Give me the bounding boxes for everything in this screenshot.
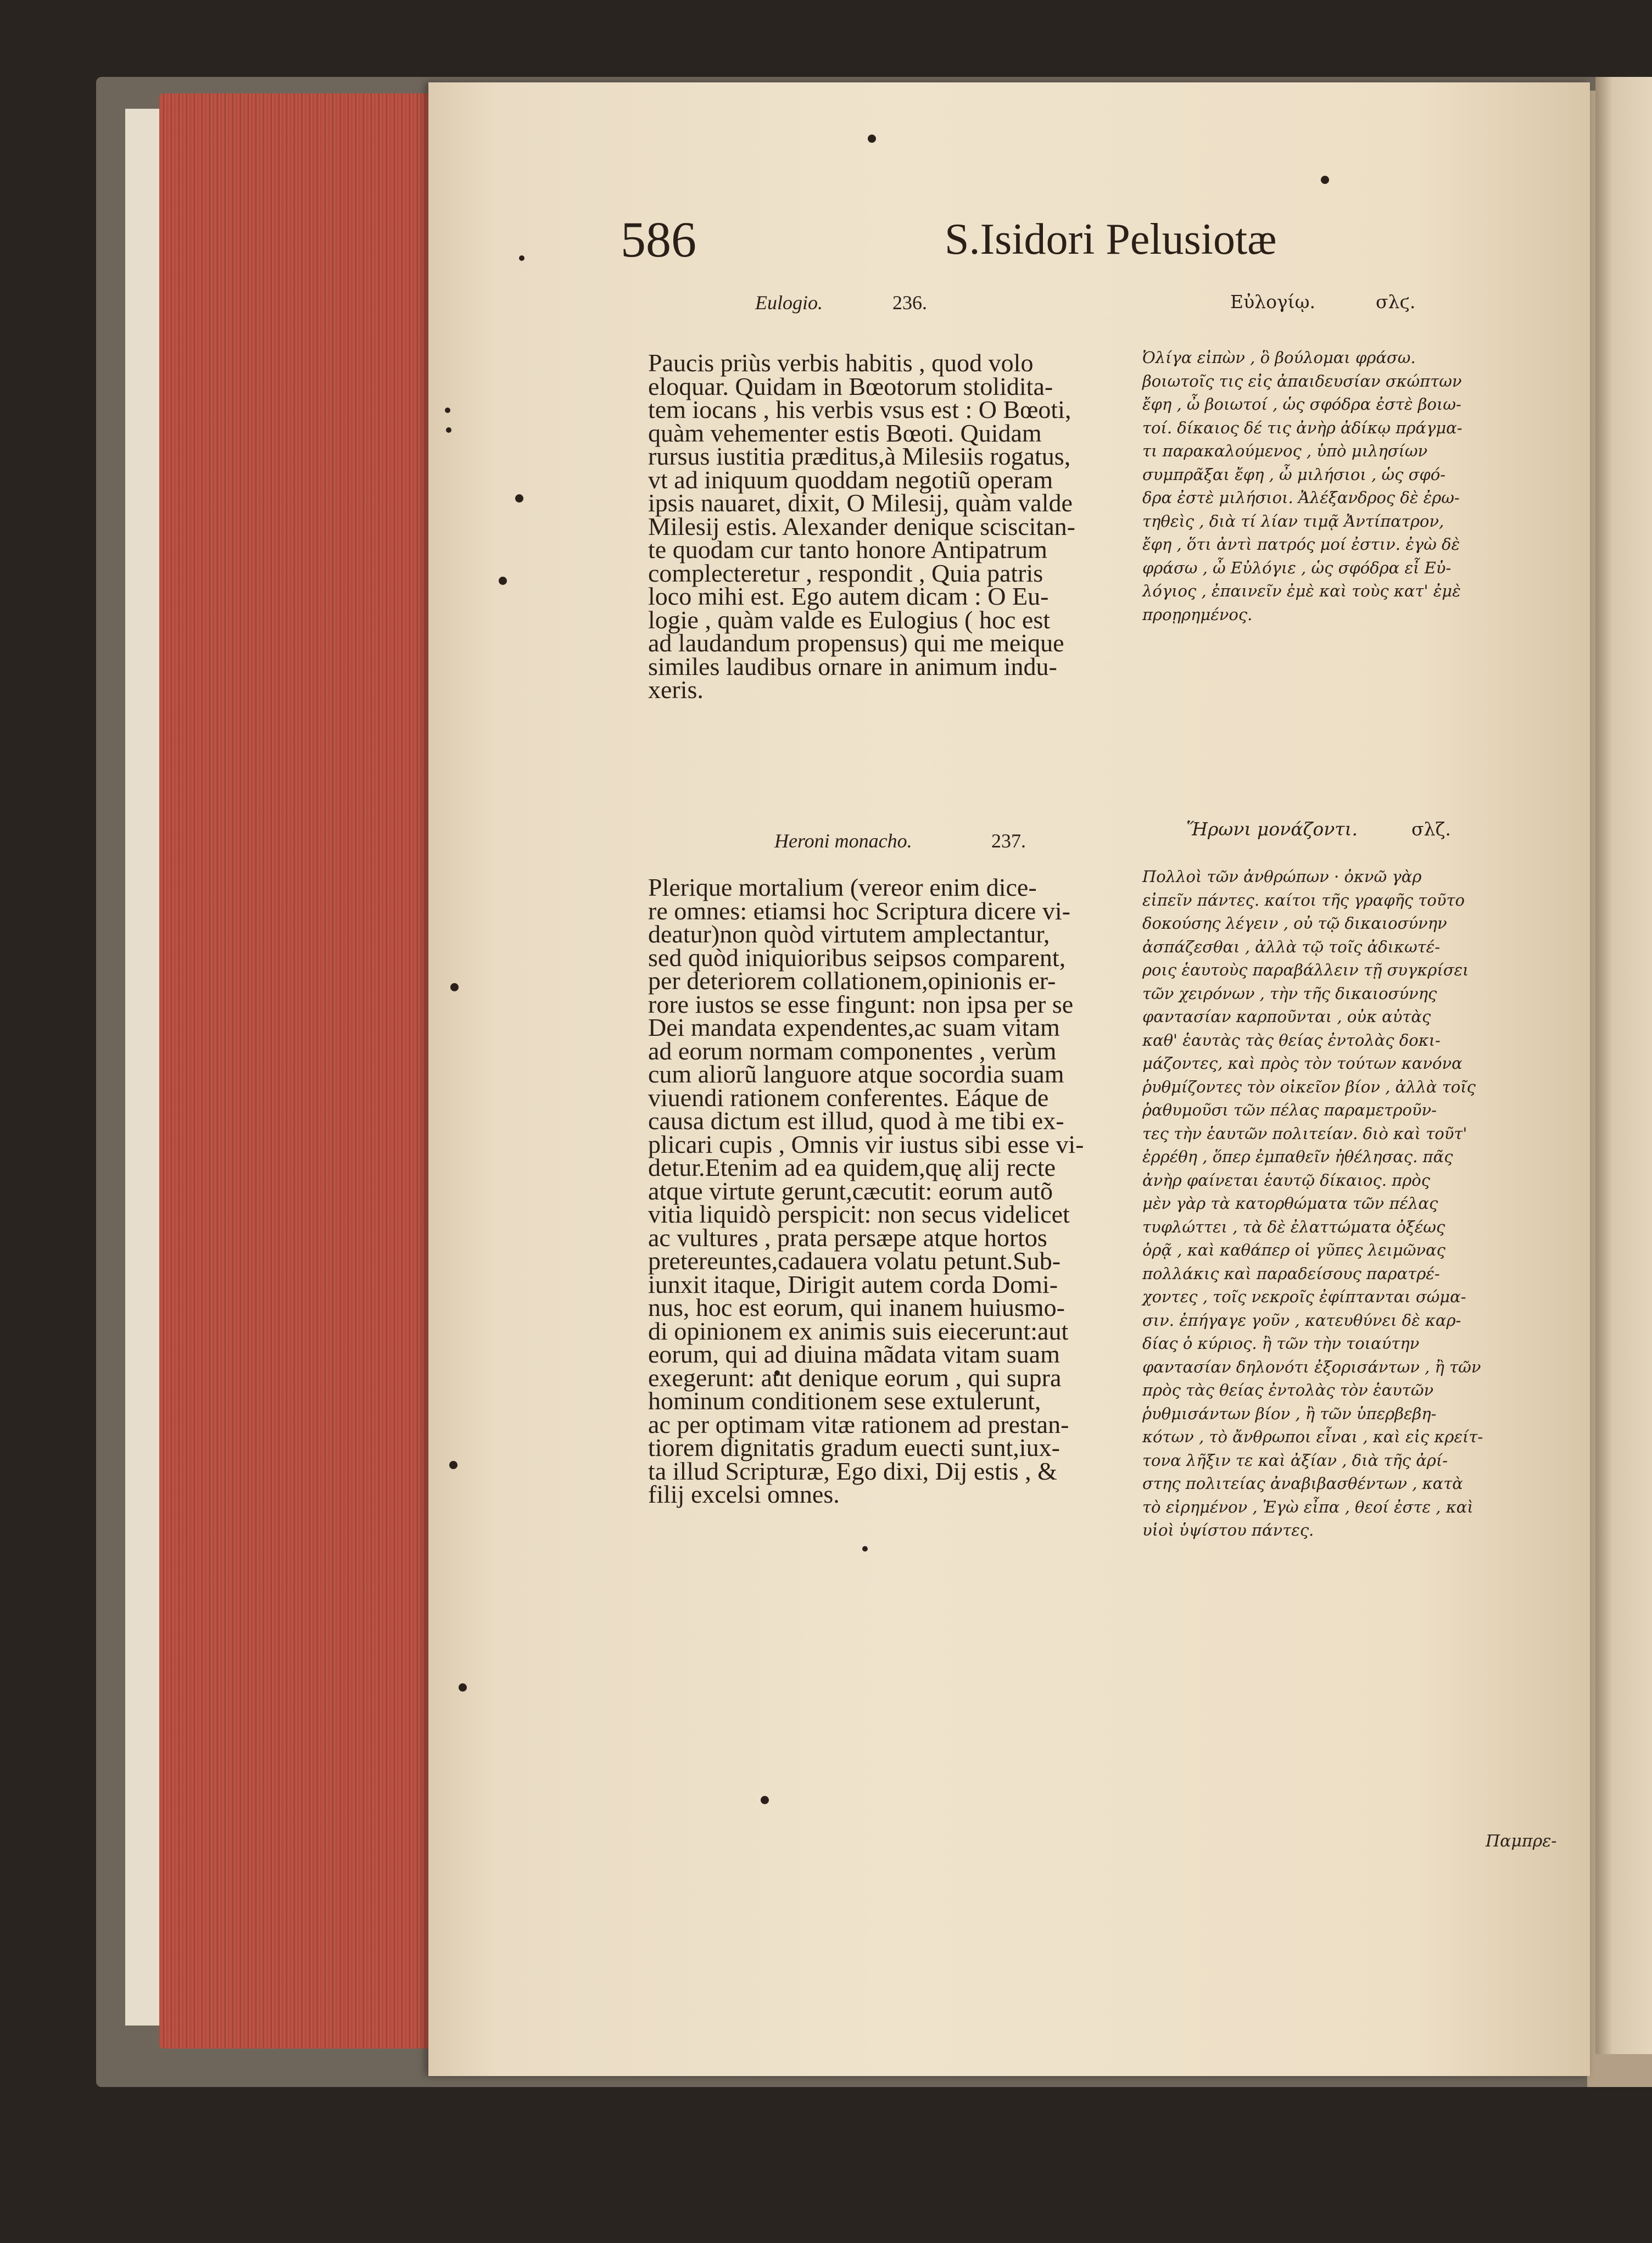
text-line: τοί. δίκαιος δέ τις ἀνὴρ ἀδίκῳ πράγμα-: [1142, 418, 1463, 437]
text-line: tiorem dignitatis gradum euecti sunt,iux-: [648, 1433, 1060, 1461]
greek-text-236: [1142, 346, 1463, 626]
wormhole: [519, 255, 524, 261]
text-line: Milesij estis. Alexander denique sciscitan-: [648, 512, 1075, 540]
text-line: πρὸς τὰς θείας ἐντολὰς τὸν ἑαυτῶν: [1142, 1381, 1434, 1399]
text-line: nus, hoc est eorum, qui inanem huiusmo-: [648, 1293, 1065, 1321]
page-number: 586: [621, 211, 696, 267]
wormhole: [515, 494, 523, 503]
text-line: λόγιος , ἐπαινεῖν ἐμὲ καὶ τοὺς κατ' ἐμὲ: [1142, 582, 1461, 600]
text-line: ac per optimam vitæ rationem ad prestan-: [648, 1410, 1069, 1438]
text-line: δρα ἐστὲ μιλήσιοι. Ἀλέξανδρος δὲ ἐρω-: [1142, 488, 1460, 507]
text-line: ἀνὴρ φαίνεται ἑαυτῷ δίκαιος. πρὸς: [1142, 1170, 1430, 1190]
text-line: στης πολιτείας ἀναβιβασθέντων , κατὰ: [1142, 1474, 1463, 1493]
text-line: σιν. ἐπήγαγε γοῦν , κατευθύνει δὲ καρ-: [1142, 1310, 1461, 1330]
wormhole: [868, 135, 876, 143]
text-line: Dei mandata expendentes,ac suam vitam: [648, 1013, 1060, 1041]
text-line: deatur)non quòd virtutem amplectantur,: [648, 920, 1050, 948]
text-line: ad eorum normam componentes , verùm: [648, 1036, 1057, 1065]
text-line: κότων , τὸ ἄνθρωποι εἶναι , καὶ εἰς κρείτ-: [1142, 1427, 1483, 1446]
text-line: viuendi rationem conferentes. Eáque de: [648, 1083, 1049, 1112]
red-fore-edge: [159, 93, 434, 2049]
text-line: exegerunt: aut denique eorum , qui supra: [648, 1363, 1062, 1392]
text-line: sed quòd iniquioribus seipsos comparent,: [648, 943, 1066, 972]
latin-heading: Heroni monacho.: [774, 830, 912, 852]
running-title: S.Isidori Pelusiotæ: [945, 215, 1277, 264]
endpaper-edge: [125, 109, 164, 2026]
text-line: τες τὴν ἑαυτῶν πολιτείαν. διὸ καὶ τοῦτ': [1142, 1124, 1467, 1143]
text-line: μὲν γὰρ τὰ κατορθώματα τῶν πέλας: [1142, 1194, 1438, 1213]
text-line: eloquar. Quidam in Bœotorum stoliditа-: [648, 372, 1053, 400]
text-line: ipsis nauaret, dixit, O Milesij, quàm valde: [648, 489, 1073, 517]
text-line: ὁρᾷ , καὶ καθάπερ οἱ γῦπες λειμῶνας: [1142, 1241, 1446, 1259]
text-line: ἐρρέθη , ὅπερ ἐμπαθεῖν ἠθέλησας. πᾶς: [1142, 1147, 1453, 1166]
latin-text-237: [648, 873, 1084, 1508]
text-line: φαντασίαν δηλονότι ἐξορισάντων , ἢ τῶν: [1142, 1357, 1481, 1376]
text-line: complecteretur , respondit , Quia patris: [648, 559, 1043, 587]
text-line: pretereuntes,cadauera volatu petunt.Sub-: [648, 1247, 1061, 1275]
greek-heading: Ἥρωνι μονάζοντι.: [1186, 818, 1358, 840]
text-line: xeris.: [648, 676, 704, 704]
wormhole: [761, 1796, 769, 1804]
latin-letter-number: 236.: [892, 292, 927, 314]
latin-text-236: [648, 351, 1075, 702]
facing-page-edge: [1595, 77, 1652, 2054]
text-line: rore iustos se esse fingunt: non ipsa per se: [648, 990, 1074, 1018]
wormhole: [445, 408, 450, 413]
text-line: iunxit itaque, Dirigit autem corda Domi-: [648, 1270, 1058, 1298]
text-line: δοκούσης λέγειν , οὐ τῷ δικαιοσύνην: [1142, 914, 1447, 933]
text-line: ῥυθμίζοντες τὸν οἰκεῖον βίον , ἀλλὰ τοῖς: [1142, 1077, 1476, 1096]
text-line: φαντασίαν καρποῦνται , οὐκ αὐτὰς: [1142, 1007, 1431, 1026]
text-line: te quodam cur tanto honore Antipatrum: [648, 535, 1047, 563]
wormhole: [449, 1461, 457, 1469]
text-line: τὸ εἰρημένον , Ἐγὼ εἶπα , θεοί ἐστε , καὶ: [1142, 1497, 1474, 1516]
text-line: τηθεὶς , διὰ τί λίαν τιμᾷ Ἀντίπατρον,: [1142, 511, 1444, 531]
text-line: δίας ὁ κύριος. ἢ τῶν τὴν τοιαύτην: [1142, 1334, 1420, 1353]
text-line: filij excelsi omnes.: [648, 1480, 840, 1508]
greek-text-237: [1142, 865, 1483, 1542]
text-line: Plerique mortalium (vereor enim dice-: [648, 873, 1037, 901]
text-line: hominum conditionem sese extulerunt,: [648, 1387, 1041, 1415]
text-line: Πολλοὶ τῶν ἀνθρώπων · ὀκνῶ γὰρ: [1142, 867, 1422, 886]
text-line: τι παρακαλούμενος , ὑπὸ μιλησίων: [1142, 442, 1428, 460]
text-line: di opinionem ex animis suis eiecerunt:aut: [648, 1316, 1069, 1345]
wormhole: [1321, 176, 1329, 184]
text-line: similes laudibus ornare in animum indu-: [648, 652, 1057, 680]
text-line: χοντες , τοῖς νεκροῖς ἐφίπτανται σώμα-: [1142, 1287, 1466, 1306]
text-line: προῃρημένος.: [1142, 605, 1253, 624]
text-line: plicari cupis , Omnis vir iustus sibi esse vi-: [648, 1130, 1084, 1158]
text-line: ta illud Scripturæ, Ego dixi, Dij estis , &: [648, 1457, 1057, 1485]
greek-heading: Εὐλογίῳ.: [1230, 291, 1315, 313]
text-line: logie , quàm valde es Eulogius ( hoc est: [648, 605, 1051, 634]
text-line: ἀσπάζεσθαι , ἀλλὰ τῷ τοῖς ἀδικωτέ-: [1142, 937, 1441, 956]
wormhole: [459, 1683, 467, 1692]
text-line: tem iocans , his verbis vsus est : O Bœoti,: [648, 395, 1071, 423]
text-line: vitia liquidò perspicit: non secus videlicet: [648, 1200, 1070, 1228]
text-line: eorum, qui ad diuina mãdata vitam suam: [648, 1340, 1060, 1368]
text-line: εἰπεῖν πάντες. καίτοι τῆς γραφῆς τοῦτο: [1142, 890, 1465, 910]
text-line: vt ad iniquum quoddam negotiũ operam: [648, 465, 1053, 494]
text-line: causa dictum est illud, quod à me tibi ex-: [648, 1107, 1064, 1135]
text-line: quàm vehementer estis Bœoti. Quidam: [648, 419, 1042, 447]
text-line: cum aliorũ languore atque socordia suam: [648, 1060, 1064, 1088]
text-line: ῥαθυμοῦσι τῶν πέλας παραμετροῦν-: [1142, 1101, 1437, 1119]
text-line: τυφλώττει , τὰ δὲ ἐλαττώματα ὀξέως: [1142, 1217, 1446, 1236]
text-line: rursus iustitia præditus,à Milesiis rogatus,: [648, 442, 1071, 470]
greek-letter-number: σλζ.: [1411, 818, 1451, 840]
text-line: τονα λῆξιν τε καὶ ἀξίαν , διὰ τῆς ἀρί-: [1142, 1450, 1448, 1470]
text-line: ῥυθμισάντων βίον , ἢ τῶν ὑπερβεβη-: [1142, 1404, 1437, 1423]
text-line: atque virtute gerunt,cæcutit: eorum autõ: [648, 1176, 1053, 1205]
text-line: ad laudandum propensus) qui me meique: [648, 629, 1064, 657]
text-line: Ὀλίγα εἰπὼν , ὃ βούλομαι φράσω.: [1142, 348, 1416, 367]
wormhole: [499, 577, 507, 585]
text-line: ac vultures , prata persæpe atque hortos: [648, 1223, 1047, 1252]
text-line: detur.Etenim ad ea quidem,quę alij recte: [648, 1153, 1056, 1181]
text-line: ἔφη , ὦ βοιωτοί , ὡς σφόδρα ἐστὲ βοιω-: [1142, 395, 1461, 414]
greek-letter-number: σλϛ.: [1376, 291, 1416, 313]
text-line: καθ' ἑαυτὰς τὰς θείας ἐντολὰς δοκι-: [1142, 1030, 1441, 1050]
text-line: loco mihi est. Ego autem dicam : O Eu-: [648, 582, 1049, 610]
text-line: ροις ἑαυτοὺς παραβάλλειν τῇ συγκρίσει: [1142, 961, 1469, 979]
text-line: συμπρᾶξαι ἔφη , ὦ μιλήσιοι , ὡς σφό-: [1142, 465, 1446, 484]
text-line: per deteriorem collationem,opinionis er-: [648, 967, 1056, 995]
text-line: υἱοὶ ὑψίστου πάντες.: [1142, 1521, 1314, 1539]
catchword: Παμπρε-: [1486, 1832, 1557, 1851]
text-line: ἔφη , ὅτι ἀντὶ πατρός μοί ἐστιν. ἐγὼ δὲ: [1142, 535, 1460, 554]
wormhole: [446, 427, 451, 433]
latin-heading: Eulogio.: [755, 292, 823, 314]
latin-letter-number: 237.: [991, 830, 1026, 852]
text-line: βοιωτοῖς τις εἰς ἀπαιδευσίαν σκώπτων: [1142, 371, 1462, 390]
text-line: μάζοντες, καὶ πρὸς τὸν τούτων κανόνα: [1142, 1054, 1463, 1073]
text-line: φράσω , ὦ Εὐλόγιε , ὡς σφόδρα εἶ Εὐ-: [1142, 558, 1452, 577]
text-line: Paucis priùs verbis habitis , quod volo: [648, 349, 1034, 377]
text-line: πολλάκις καὶ παραδείσους παρατρέ-: [1142, 1264, 1440, 1283]
wormhole: [862, 1546, 868, 1552]
text-line: re omnes: etiamsi hoc Scriptura dicere vi-: [648, 896, 1070, 925]
text-line: τῶν χειρόνων , τὴν τῆς δικαιοσύνης: [1142, 984, 1437, 1003]
wormhole: [450, 983, 459, 991]
